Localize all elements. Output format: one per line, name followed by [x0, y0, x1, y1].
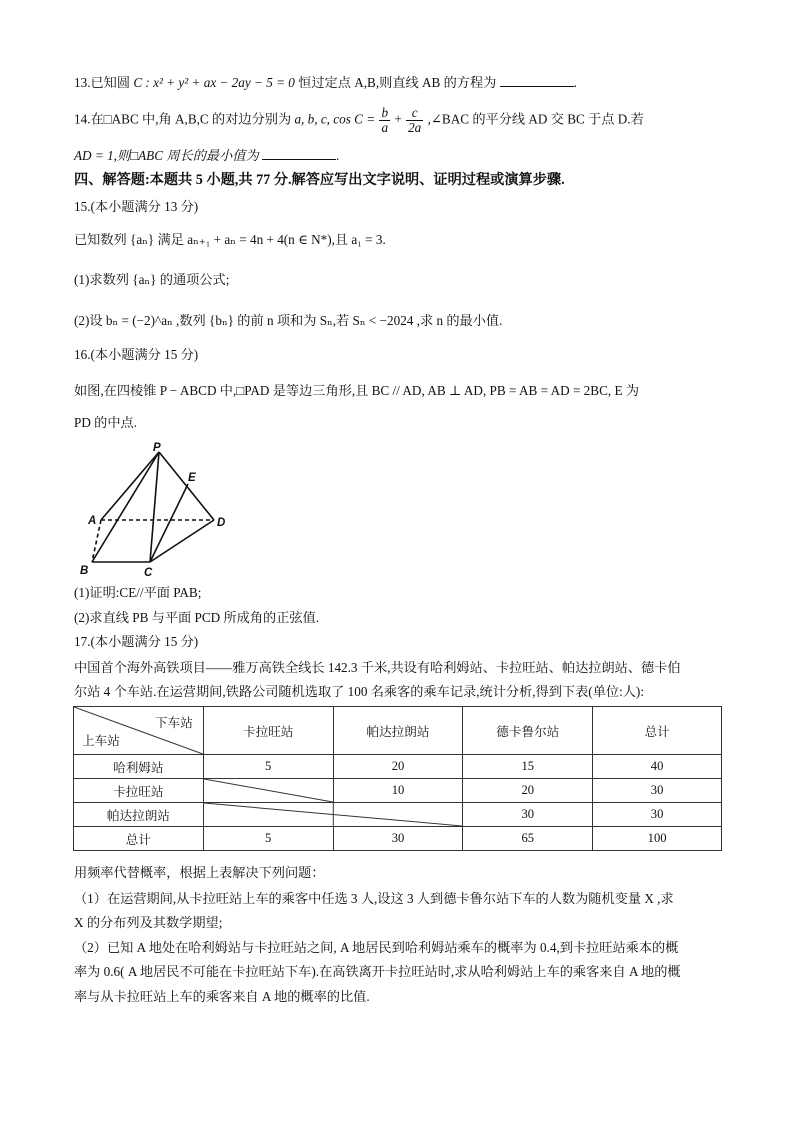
table-row: [74, 827, 722, 851]
table-cell: 5: [203, 827, 333, 851]
q14-fraction-1: [379, 106, 390, 135]
q15-title: 15.(本小题满分 13 分): [74, 199, 199, 214]
table-cell: 10: [333, 779, 463, 803]
q15-stem: 已知数列 {aₙ} 满足 aₙ₊₁ + aₙ = 4n + 4(n ∈ N*),且 a₁ = 3.: [74, 232, 386, 247]
table-row: [74, 803, 722, 827]
q13-equation: C : x² + y² + ax − 2ay − 5 = 0: [133, 75, 295, 90]
q14-line2-text: AD = 1,则□ABC 周长的最小值为: [74, 148, 259, 163]
q17-part2-line1: （2）已知 A 地处在哈利姆站与卡拉旺站之间, A 地居民到哈利姆站乘车的概率为 0.4,到卡拉旺站乘本的概: [74, 940, 679, 955]
q17-after-table: 用频率代替概率，根据上表解决下列问题：: [74, 865, 325, 880]
q16-part2: (2)求直线 PB 与平面 PCD 所成角的正弦值.: [74, 610, 320, 625]
corner-top-label: 下车站: [155, 716, 193, 730]
q17-part1-line1: （1）在运营期间,从卡拉旺站上车的乘客中任选 3 人,设这 3 人到德卡鲁尔站下车的人数为随机变量 X ,求: [74, 891, 674, 906]
row-label: 哈利姆站: [74, 755, 204, 779]
table-corner-cell: [74, 707, 204, 755]
label-e: E: [188, 472, 196, 484]
table-row: [74, 779, 722, 803]
q14-frac1-numerator: b: [381, 105, 389, 120]
table-cell: 15: [463, 755, 593, 779]
q13-prefix: 13.已知圆: [74, 75, 131, 90]
q17-stem-line2: 尔站 4 个车站.在运营期间,铁路公司随机选取了 100 名乘客的乘车记录,统计分析,得到下表(单位:人):: [74, 684, 644, 699]
table-cell: 40: [593, 755, 722, 779]
q13-answer-blank: [500, 74, 574, 87]
edge-pb: [92, 452, 159, 562]
q14-plus: +: [394, 111, 402, 127]
column-header: 卡拉旺站: [203, 707, 333, 755]
column-header: 德卡鲁尔站: [463, 707, 593, 755]
q17-part2-line2: 率为 0.6( A 地居民不可能在卡拉旺站下车).在高铁离开卡拉旺站时,求从哈利姆站上车的乘客来自 A 地的概: [74, 964, 681, 979]
cell-diagonal: [204, 803, 463, 826]
q14-after: ,∠BAC 的平分线 AD 交 BC 于点 D.若: [427, 111, 644, 127]
table-cell: 100: [593, 827, 722, 851]
q15-part2: (2)设 bₙ = (−2)^aₙ ,数列 {bₙ} 的前 n 项和为 Sₙ,若 Sₙ < −2024 ,求 n 的最小值.: [74, 313, 503, 328]
label-b: B: [80, 565, 89, 577]
q14-line2: [74, 147, 734, 165]
q14-frac2-denominator: 2a: [408, 119, 422, 135]
q16-part1: (1)证明:CE//平面 PAB;: [74, 585, 202, 600]
q14-end: .: [335, 148, 340, 163]
q17-part2-line3: 率与从卡拉旺站上车的乘客来自 A 地的概率的比值.: [74, 989, 370, 1004]
q15-part1: (1)求数列 {aₙ} 的通项公式;: [74, 272, 230, 287]
q13-suffix: 恒过定点 A,B,则直线 AB 的方程为: [298, 75, 497, 90]
station-table: [73, 706, 722, 851]
column-header: 总计: [593, 707, 722, 755]
row-label: 总计: [74, 827, 204, 851]
edge-pa: [101, 452, 159, 520]
table-cell-crossed: [203, 779, 333, 803]
table-cell: 30: [593, 779, 722, 803]
q16-stem-line2: PD 的中点.: [74, 415, 138, 430]
q17-title: 17.(本小题满分 15 分): [74, 634, 199, 649]
q17-stem-line1: 中国首个海外高铁项目——雅万高铁全线长 142.3 千米,共设有哈利姆站、卡拉旺站、帕达拉朗站、德卡伯: [74, 660, 681, 675]
table-cell: 20: [333, 755, 463, 779]
q14-fraction-2: [406, 106, 423, 135]
q14-frac1-denominator: a: [381, 119, 389, 135]
q17-part1-line2: X 的分布列及其数学期望;: [74, 915, 223, 930]
table-cell-crossed: [203, 803, 463, 827]
label-d: D: [217, 517, 226, 529]
table-cell: 5: [203, 755, 333, 779]
q14-prefix: 14.在□ABC 中,角 A,B,C 的对边分别为: [74, 111, 292, 127]
corner-bottom-label: 上车站: [82, 734, 120, 748]
table-header-row: [74, 707, 722, 755]
column-header: 帕达拉朗站: [333, 707, 463, 755]
table-cell: 30: [593, 803, 722, 827]
pyramid-figure: [80, 440, 240, 578]
table-cell: 30: [463, 803, 593, 827]
cell-diagonal: [204, 779, 333, 802]
q14-vars: a, b, c, cos C =: [294, 111, 376, 127]
label-p: P: [153, 442, 161, 454]
table-row: [74, 755, 722, 779]
table-cell: 30: [333, 827, 463, 851]
section-4-heading: 四、解答题:本题共 5 小题,共 77 分.解答应写出文字说明、证明过程或演算步骤.: [74, 172, 565, 188]
table-cell: 20: [463, 779, 593, 803]
q14-answer-blank: [262, 147, 336, 160]
q13-end: .: [573, 75, 577, 90]
label-a: A: [88, 515, 97, 527]
row-label: 卡拉旺站: [74, 779, 204, 803]
row-label: 帕达拉朗站: [74, 803, 204, 827]
q14-line1: [74, 106, 734, 135]
table-cell: 65: [463, 827, 593, 851]
label-c: C: [144, 567, 153, 578]
q16-title: 16.(本小题满分 15 分): [74, 347, 199, 362]
q13-line: [74, 74, 734, 92]
q14-frac2-numerator: c: [406, 106, 423, 121]
q16-stem-line1: 如图,在四棱锥 P − ABCD 中,□PAD 是等边三角形,且 BC // AD, AB ⊥ AD, PB = AB = AD = 2BC, E 为: [74, 383, 640, 398]
